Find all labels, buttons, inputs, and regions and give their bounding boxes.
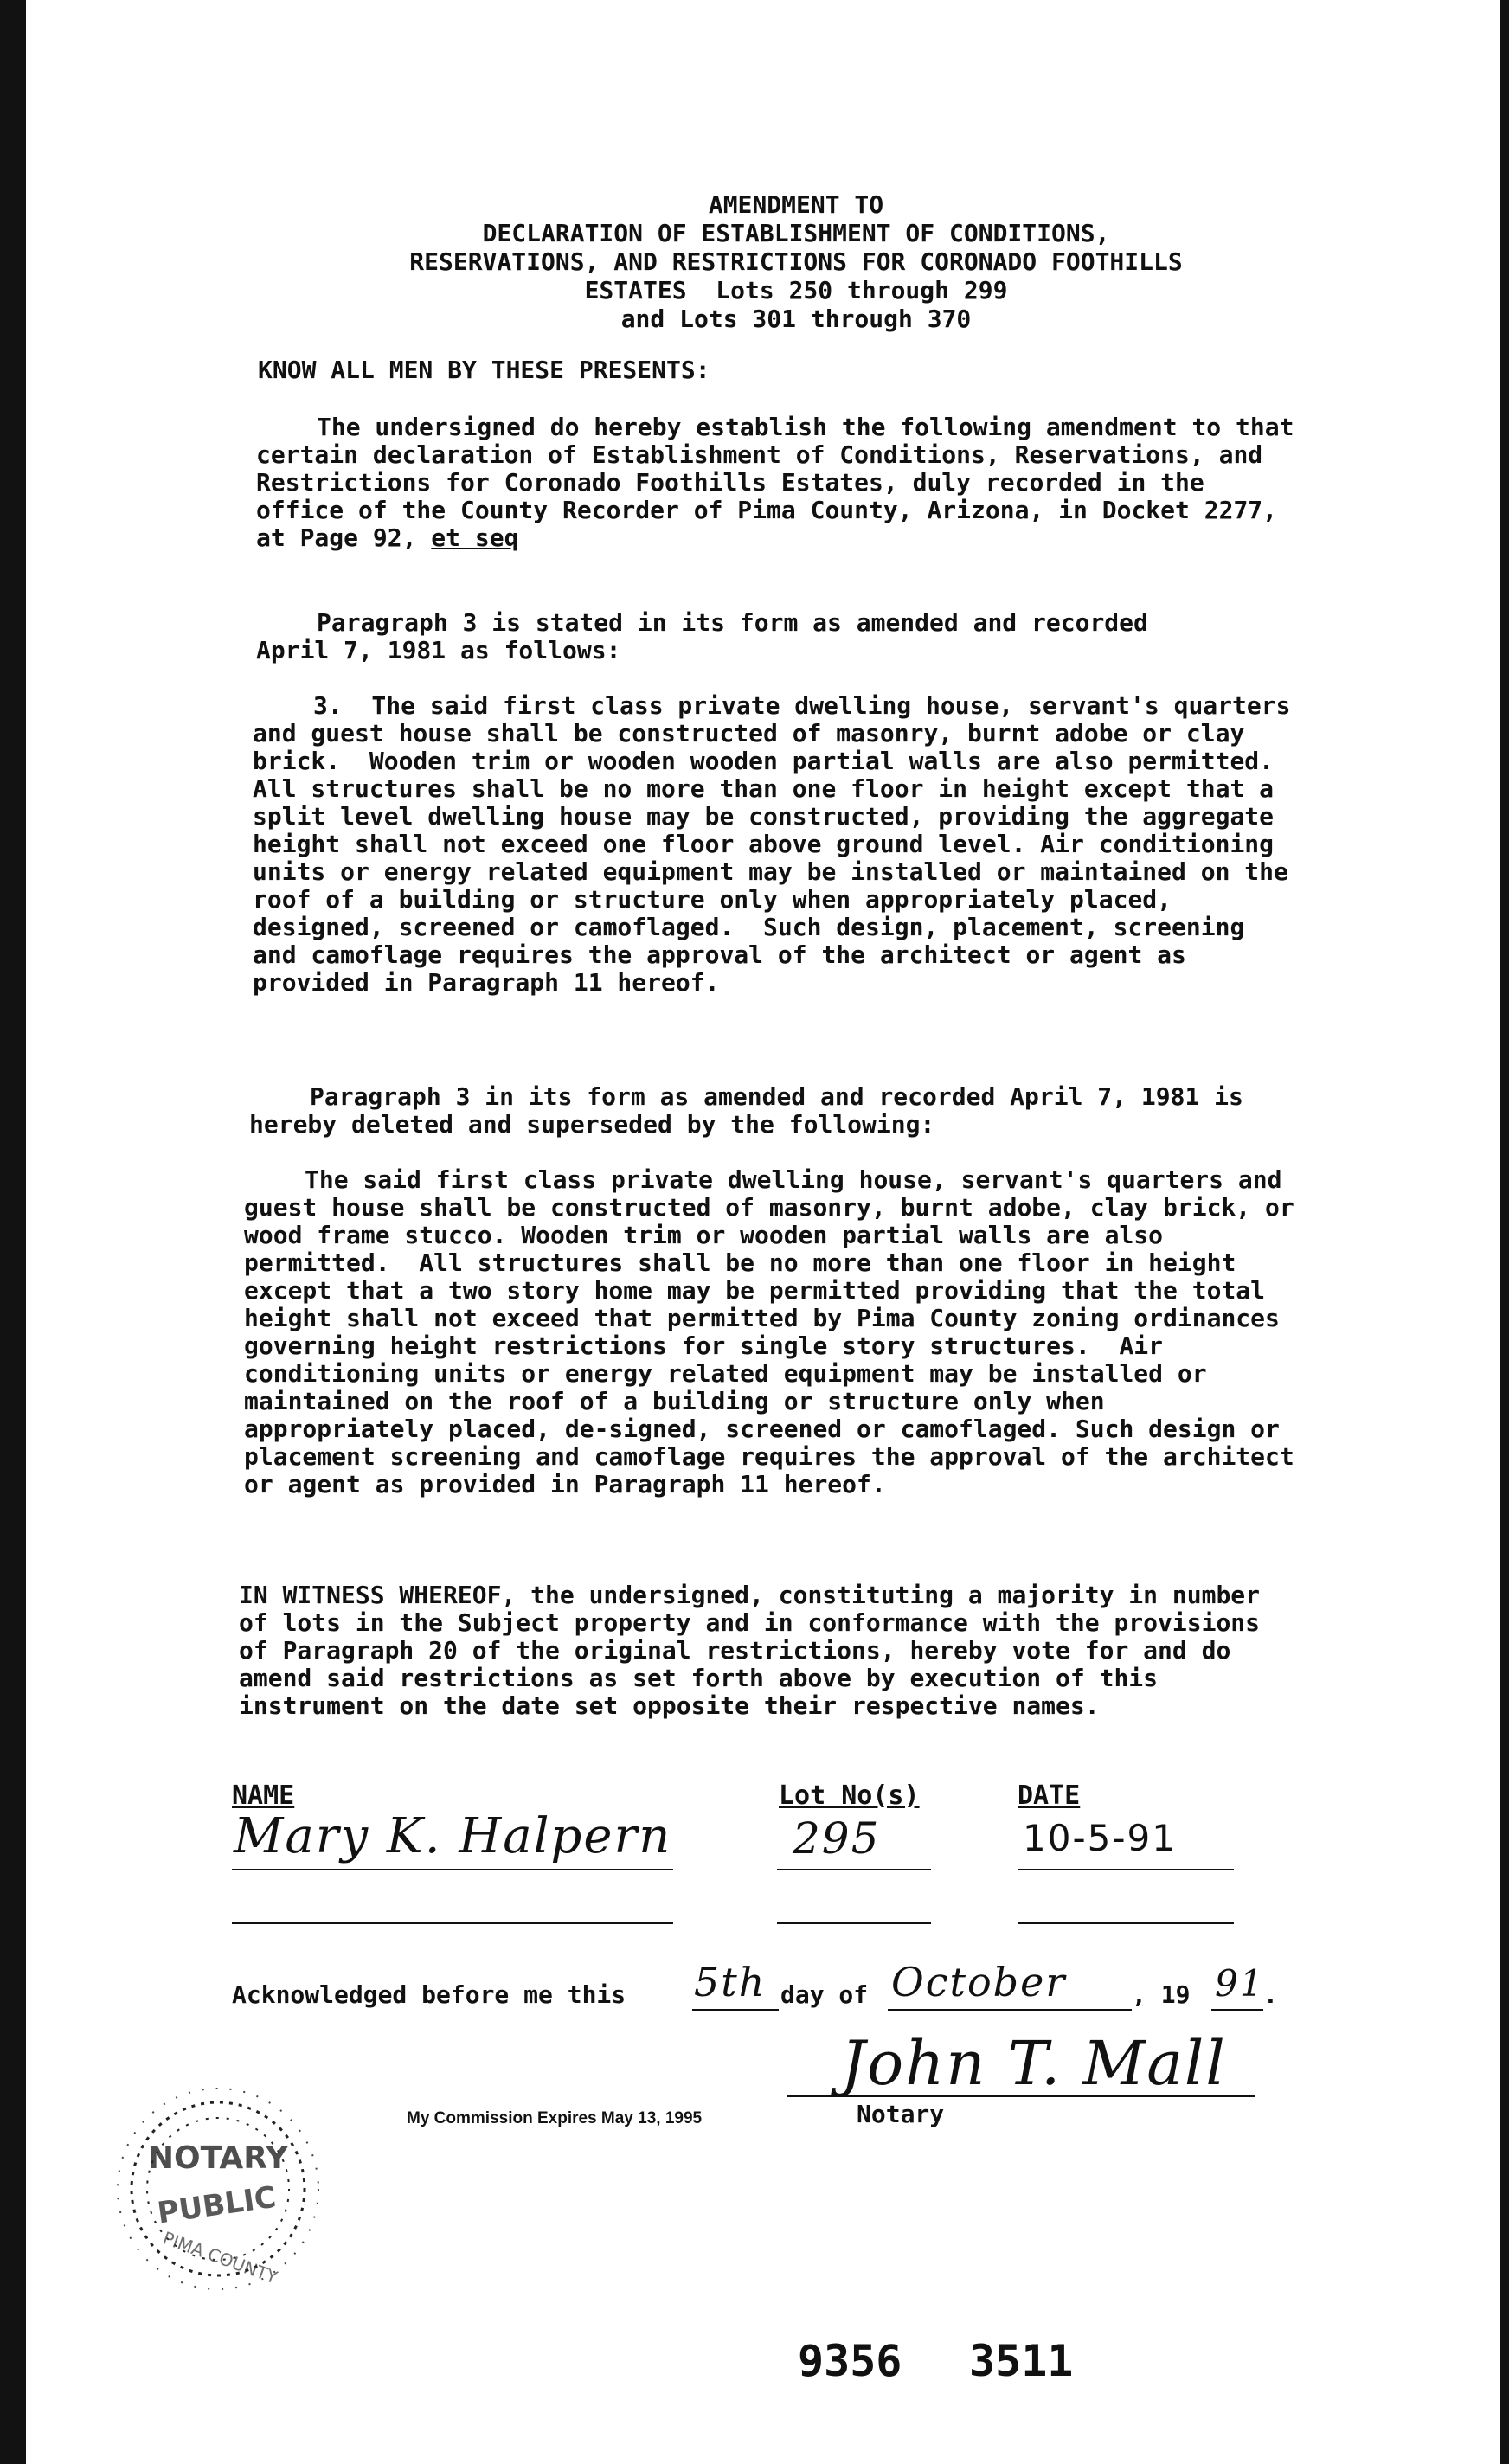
title-line-3: RESERVATIONS, AND RESTRICTIONS FOR CORONADO FOOTHILLS	[409, 247, 1183, 276]
page-number: 3511	[969, 2336, 1074, 2386]
intro-heading: KNOW ALL MEN BY THESE PRESENTS:	[258, 356, 710, 384]
seal-text-middle: PUBLIC	[155, 2179, 279, 2231]
paragraph-5: The said first class private dwelling house, servant's quarters and guest house shall be constructed of masonry, burnt adobe, clay brick, or wood frame stucco. Wooden trim or wooden partial walls are also permitted. All structures shall be no more than one floor in height except that a two story home may be permitted providing that the total height shall not exceed that permitted by Pima County zoning ordinances governing height restrictions for single story structures. Air conditioning units or energy related equipment may be installed or maintained on the roof of a building or structure only when appropriately placed, de-signed, screened or camoflaged. Such design or placement screening and camoflage requires the approval of the architect or agent as provided in Paragraph 11 hereof.	[244, 1165, 1309, 1498]
seal-text-bottom: PIMA COUNTY	[159, 2227, 280, 2288]
paragraph-2: Paragraph 3 is stated in its form as amended and recorded April 7, 1981 as follows:	[256, 608, 1163, 664]
signature-line-2	[232, 1922, 673, 1924]
notary-signature: John T. Mall	[841, 2028, 1227, 2099]
date-column-header: DATE	[1018, 1781, 1081, 1811]
acknowledgement-month: October	[891, 1959, 1067, 2005]
acknowledgement-year: 91	[1215, 1962, 1265, 2005]
signer-signature: Mary K. Halpern	[234, 1808, 672, 1864]
document-title	[286, 190, 1307, 333]
paragraph-4: Paragraph 3 in its form as amended and recorded April 7, 1981 is hereby deleted and superseded by the following:	[249, 1082, 1258, 1139]
lot-line-2	[777, 1922, 931, 1924]
acknowledgement-day-of: day of	[780, 1980, 869, 2009]
paragraph-1-et-seq: et seq	[431, 523, 519, 552]
notary-label: Notary	[857, 2100, 945, 2128]
notary-seal-icon	[88, 2085, 356, 2301]
title-line-2: DECLARATION OF ESTABLISHMENT OF CONDITIONS,	[482, 219, 1110, 247]
signature-line-1	[232, 1869, 673, 1870]
docket-number: 9356	[798, 2336, 902, 2386]
date-line-2	[1018, 1922, 1234, 1924]
notary-signature-line	[787, 2095, 1255, 2097]
title-line-1: AMENDMENT TO	[708, 190, 884, 219]
paragraph-6: IN WITNESS WHEREOF, the undersigned, constituting a majority in number of lots in the Subject property and in conformance with the provisions of Paragraph 20 of the original restrictions, hereby vote for and do amend said restrictions as set forth above by execution of this instrument on the date set opposite their respective names.	[239, 1581, 1275, 1720]
acknowledgement-day: 5th	[694, 1959, 767, 2005]
title-line-4: ESTATES Lots 250 through 299	[584, 276, 1008, 305]
paragraph-1	[256, 413, 1309, 552]
acknowledgement-prefix: Acknowledged before me this	[232, 1980, 626, 2009]
acknowledgement-period: .	[1263, 1980, 1278, 2009]
name-column-header: NAME	[232, 1781, 295, 1811]
lot-column-header: Lot No(s)	[779, 1781, 920, 1811]
lot-number-value: 295	[793, 1813, 881, 1864]
acknowledgement-year-prefix: , 19	[1132, 1980, 1191, 2009]
date-line-1	[1018, 1869, 1234, 1870]
commission-expiry: My Commission Expires May 13, 1995	[407, 2109, 703, 2127]
lot-line-1	[777, 1869, 931, 1870]
signature-date-value: 10-5-91	[1023, 1817, 1177, 1859]
paragraph-1-main: The undersigned do hereby establish the following amendment to that certain declaration of Establishment of Conditions, Reservations, and Restrictions for Coronado Foothills Estates, duly recorded in the office of the County Recorder of Pima County, Arizona, in Docket 2277, at Page 92,	[256, 413, 1309, 552]
day-blank-line	[692, 2009, 779, 2011]
month-blank-line	[888, 2009, 1132, 2011]
year-blank-line	[1211, 2009, 1263, 2011]
seal-text-top: NOTARY	[147, 2140, 289, 2176]
paragraph-3: 3. The said first class private dwelling house, servant's quarters and guest house shall be constructed of masonry, burnt adobe or clay brick. Wooden trim or wooden wooden partial walls are also permitted. All structures shall be no more than one floor in height except that a split level dwelling house may be constructed, providing the aggregate height shall not exceed one floor above ground level. Air conditioning units or energy related equipment may be installed or maintained on the roof of a building or structure only when appropriately placed, designed, screened or camoflaged. Such design, placement, screening and camoflage requires the approval of the architect or agent as provided in Paragraph 11 hereof.	[253, 691, 1306, 997]
title-line-5: and Lots 301 through 370	[620, 305, 972, 333]
